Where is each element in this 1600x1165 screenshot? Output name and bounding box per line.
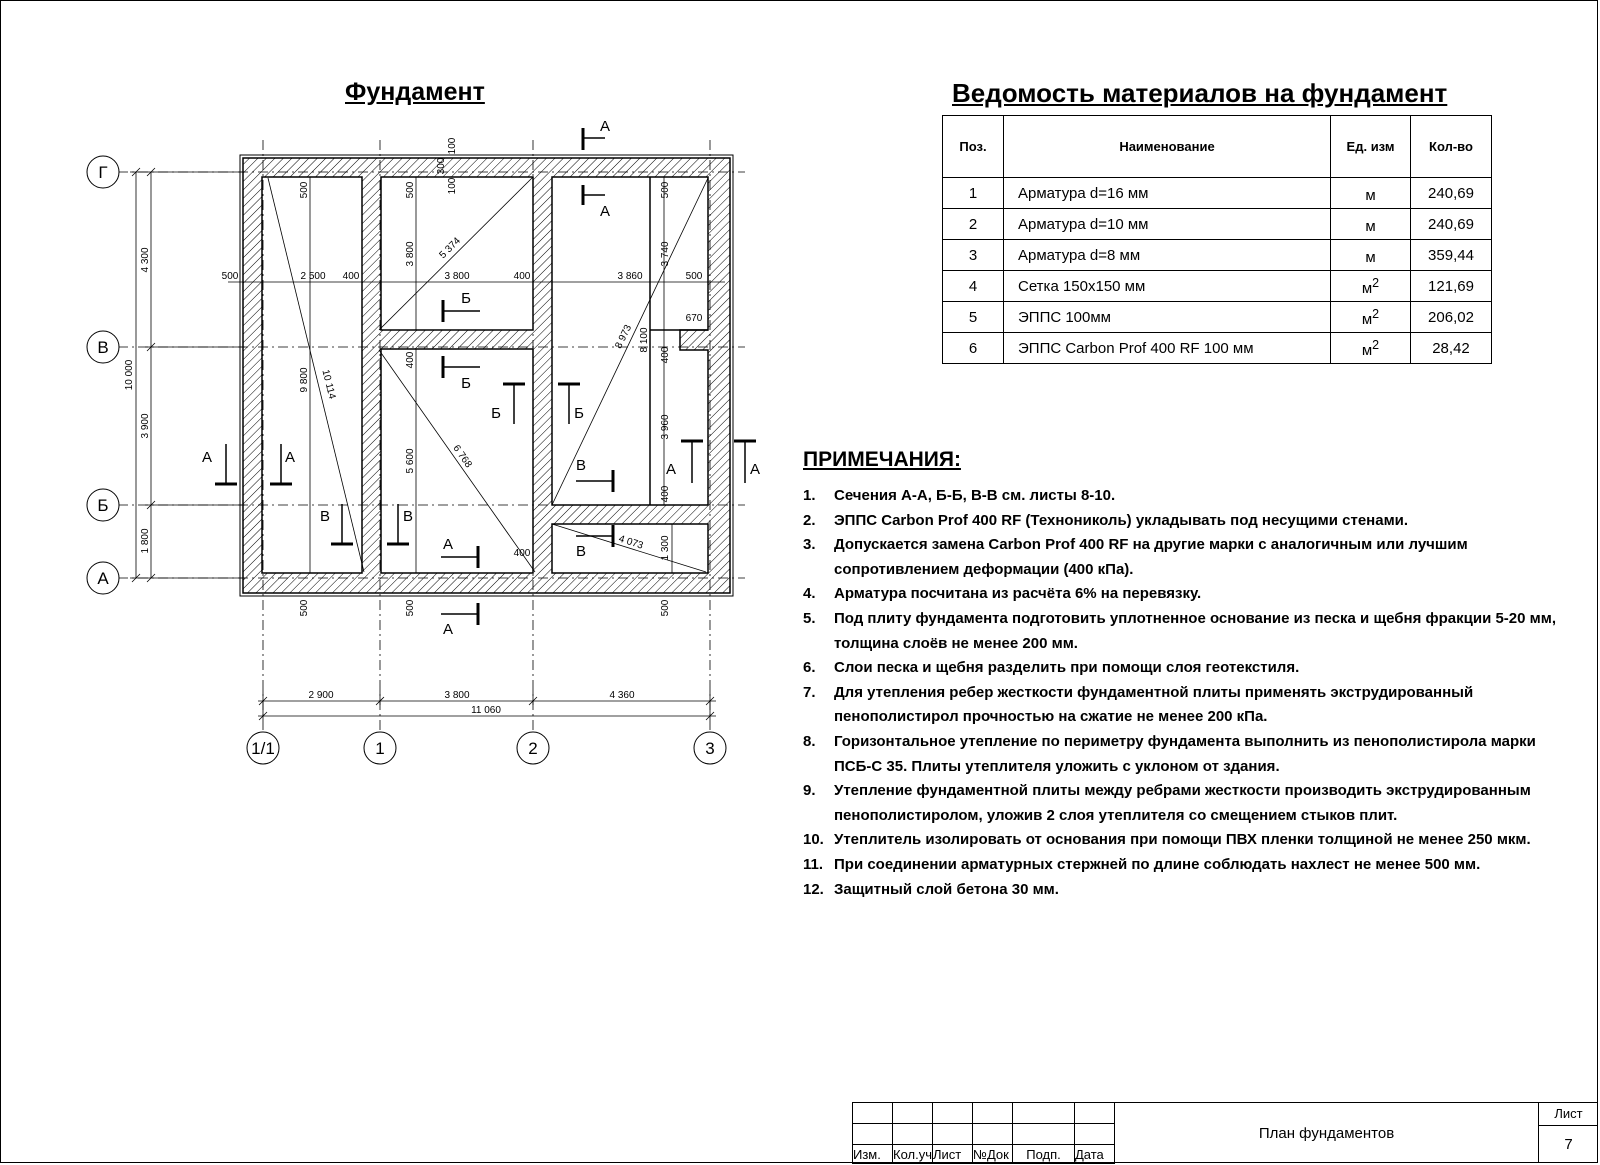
section-label-v-1: В	[319, 508, 331, 525]
note-number: 5.	[803, 609, 816, 627]
sheet-name: План фундаментов	[1114, 1102, 1538, 1163]
section-label-b-1: Б	[461, 290, 471, 307]
dim-inner-3740: 3 740	[660, 241, 671, 267]
header-unit: Ед. изм	[1331, 116, 1411, 178]
axis-label-1: 1	[375, 739, 385, 758]
outer-outline	[240, 155, 733, 596]
dim-inner-top-2: 500	[405, 181, 416, 199]
note-number: 6.	[803, 659, 816, 677]
revision-table	[852, 1102, 1115, 1164]
note-number: 11.	[803, 855, 824, 873]
dim-inner-4073: 4 073	[617, 533, 645, 552]
grid-lines	[118, 140, 745, 735]
note-number: 4.	[803, 585, 816, 603]
unit-text: м	[1361, 310, 1373, 328]
dim-left-v-b: 3 900	[140, 413, 151, 439]
dim-mid-5: 400	[513, 271, 531, 282]
dim-mid-7: 500	[685, 271, 703, 282]
note-item	[803, 582, 1573, 607]
note-item	[803, 484, 1573, 509]
note-item	[803, 607, 1573, 656]
axis-label-3: 3	[705, 739, 715, 758]
cell-qty: 121,69	[1411, 271, 1492, 302]
dim-inner-10114: 10 114	[319, 368, 338, 401]
note-item	[803, 656, 1573, 681]
dim-left-b-a: 1 800	[140, 528, 151, 554]
note-number: 7.	[803, 683, 816, 701]
unit-text: м	[1365, 186, 1376, 204]
dim-bottom-1: 2 900	[308, 690, 334, 701]
cell-pos: 5	[943, 302, 1004, 333]
note-item	[803, 853, 1573, 878]
note-number: 12.	[803, 880, 824, 898]
dim-inner-1300: 1 300	[660, 535, 671, 561]
sheet-label: Лист	[1539, 1103, 1598, 1126]
note-item	[803, 828, 1573, 853]
dim-inner-3960: 3 960	[660, 414, 671, 440]
cell-qty: 359,44	[1411, 240, 1492, 271]
cell-name: ЭППС Carbon Prof 400 RF 100 мм	[1004, 333, 1331, 364]
unit-text: м	[1361, 341, 1373, 359]
note-text: Под плиту фундамента подготовить уплотненное основание из песка и щебня фракции 5-20 мм, толщина слоёв не менее 200 мм.	[834, 609, 1557, 652]
stamp-kol-uch: Кол.уч	[893, 1146, 932, 1162]
dim-inner-400-b: 400	[660, 346, 671, 364]
axis-label-1-1: 1/1	[251, 739, 275, 758]
dim-left-g-v: 4 300	[140, 247, 151, 273]
dim-left-total: 10 000	[124, 359, 135, 391]
dim-inner-9800: 9 800	[299, 367, 310, 393]
note-item	[803, 730, 1573, 779]
stamp-izm: Изм.	[853, 1145, 893, 1164]
note-number: 9.	[803, 782, 816, 800]
unit-sup: 2	[1372, 337, 1380, 352]
dim-mid-3: 400	[342, 271, 360, 282]
section-label-a-7: А	[442, 536, 454, 553]
section-label-v-3: В	[575, 457, 587, 474]
note-text: Защитный слой бетона 30 мм.	[834, 880, 1059, 898]
stamp-data: Дата	[1075, 1145, 1115, 1164]
note-text: При соединении арматурных стержней по длине соблюдать нахлест не менее 500 мм.	[834, 855, 1481, 873]
axis-label-g: Г	[98, 163, 108, 182]
note-item	[803, 509, 1573, 534]
section-label-b-3: Б	[491, 405, 501, 422]
dim-mid-4: 3 800	[444, 271, 470, 282]
note-text: Арматура посчитана из расчёта 6% на перевязку.	[834, 585, 1202, 603]
dim-inner-400-d: 400	[513, 548, 531, 559]
dim-mid-1: 500	[221, 271, 239, 282]
header-pos: Поз.	[943, 116, 1004, 178]
dim-inner-100-b: 100	[447, 177, 458, 195]
cell-qty: 28,42	[1411, 333, 1492, 364]
cell-unit	[1331, 178, 1411, 209]
dim-inner-5600: 5 600	[405, 448, 416, 474]
note-text: ЭППС Carbon Prof 400 RF (Технониколь) укладывать под несущими стенами.	[834, 511, 1409, 529]
dim-inner-400-c: 400	[660, 485, 671, 503]
dim-inner-8973: 8 973	[613, 323, 635, 351]
dim-inner-bottom-1: 500	[299, 599, 310, 617]
foundation-plan	[0, 0, 760, 770]
note-text: Утепление фундаментной плиты между ребрами жесткости производить экструдированным пенополистиролом, уложив 2 слоя утеплителя со смещением стыков плит.	[834, 782, 1531, 824]
note-text: Для утепления ребер жесткости фундаментной плиты применять экструдированный пенополистирол прочностью на сжатие не менее 200 кПа.	[834, 683, 1474, 726]
section-label-a-6: А	[749, 461, 760, 478]
unit-text: м	[1365, 248, 1376, 266]
axis-label-b: Б	[97, 496, 109, 515]
note-item	[803, 779, 1573, 828]
cell-name: Сетка 150х150 мм	[1004, 271, 1331, 302]
cell-unit	[1331, 209, 1411, 240]
dim-bottom-total: 11 060	[471, 705, 501, 716]
section-label-b-2: Б	[461, 375, 471, 392]
note-number: 1.	[803, 487, 816, 504]
note-number: 2.	[803, 511, 816, 529]
dim-bottom-2: 3 800	[444, 690, 470, 701]
cell-qty: 206,02	[1411, 302, 1492, 333]
unit-text: м	[1365, 217, 1376, 235]
cell-name: Арматура d=10 мм	[1004, 209, 1331, 240]
sheet-number: 7	[1564, 1136, 1573, 1153]
cell-pos: 3	[943, 240, 1004, 271]
table-row	[943, 333, 1492, 364]
plan-title: Фундамент	[345, 78, 485, 106]
stamp-podp: Подп.	[1013, 1145, 1075, 1164]
table-row	[943, 271, 1492, 302]
cell-pos: 1	[943, 178, 1004, 209]
table-row	[943, 302, 1492, 333]
cell-pos: 2	[943, 209, 1004, 240]
unit-text: м	[1361, 279, 1373, 297]
note-item	[803, 878, 1573, 903]
cell-name: Арматура d=16 мм	[1004, 178, 1331, 209]
section-label-a-5: А	[665, 461, 677, 478]
note-text: Утеплитель изолировать от основания при помощи ПВХ пленки толщиной не менее 250 мкм.	[834, 831, 1531, 849]
note-text: Горизонтальное утепление по периметру фундамента выполнить из пенополистирола марки ПСБ-С 35. Плиты утеплителя уложить с уклоном от здания.	[834, 732, 1536, 775]
dim-inner-bottom-3: 500	[660, 599, 671, 617]
dim-inner-6768: 6 768	[450, 443, 474, 470]
section-label-a-3: А	[201, 449, 213, 466]
unit-sup: 2	[1372, 275, 1380, 290]
cell-qty: 240,69	[1411, 178, 1492, 209]
cell-name: Арматура d=8 мм	[1004, 240, 1331, 271]
note-text: Допускается замена Carbon Prof 400 RF на другие марки с аналогичным или лучшим сопротивлением деформации (400 кПа).	[834, 536, 1468, 578]
section-label-a-8: А	[442, 621, 454, 638]
cell-unit	[1331, 302, 1411, 333]
note-number: 3.	[803, 536, 816, 554]
section-markers	[215, 128, 756, 625]
stamp-ndok: №Док	[973, 1145, 1013, 1164]
section-label-a-1: А	[599, 118, 611, 135]
dim-inner-bottom-2: 500	[405, 599, 416, 617]
note-item	[803, 681, 1573, 730]
stamp-list: Лист	[933, 1145, 973, 1164]
dim-mid-6: 3 860	[617, 271, 643, 282]
note-number: 10.	[803, 831, 824, 849]
note-number: 8.	[803, 732, 816, 750]
notes-title: ПРИМЕЧАНИЯ:	[803, 448, 961, 471]
axis-label-2: 2	[528, 739, 538, 758]
cell-pos: 4	[943, 271, 1004, 302]
sheet-number-box	[1538, 1102, 1598, 1163]
table-row	[943, 209, 1492, 240]
cell-unit	[1331, 240, 1411, 271]
cell-name: ЭППС 100мм	[1004, 302, 1331, 333]
dim-inner-8100: 8 100	[639, 327, 650, 353]
note-text: Сечения А-А, Б-Б, В-В см. листы 8-10.	[834, 487, 1116, 504]
materials-title: Ведомость материалов на фундамент	[952, 78, 1448, 108]
cell-unit	[1331, 333, 1411, 364]
header-name: Наименование	[1004, 116, 1331, 178]
dim-inner-300: 300	[436, 157, 447, 175]
cell-unit	[1331, 271, 1411, 302]
header-qty: Кол-во	[1411, 116, 1492, 178]
section-label-v-4: В	[575, 543, 587, 560]
title-block	[852, 1102, 1598, 1163]
materials-table	[942, 115, 1492, 364]
section-label-a-2: А	[599, 203, 611, 220]
axis-label-a: А	[97, 569, 109, 588]
dim-bottom-3: 4 360	[609, 690, 635, 701]
left-dimension-lines	[130, 168, 245, 582]
dim-inner-100-a: 100	[447, 137, 458, 155]
dim-inner-5374: 5 374	[437, 235, 463, 261]
dim-inner-3800: 3 800	[405, 241, 416, 267]
dim-mid-2: 2 500	[300, 271, 326, 282]
unit-sup: 2	[1372, 306, 1380, 321]
dim-inner-top-3: 500	[660, 181, 671, 199]
notes-section	[803, 448, 1573, 902]
table-row	[943, 178, 1492, 209]
section-label-v-2: В	[402, 508, 414, 525]
note-text: Слои песка и щебня разделить при помощи слоя геотекстиля.	[834, 659, 1300, 677]
table-row	[943, 240, 1492, 271]
section-label-b-4: Б	[574, 405, 584, 422]
note-item	[803, 533, 1573, 582]
cell-qty: 240,69	[1411, 209, 1492, 240]
cell-pos: 6	[943, 333, 1004, 364]
dim-inner-400-a: 400	[405, 351, 416, 369]
dim-inner-top-1: 500	[299, 181, 310, 199]
dim-inner-670: 670	[685, 313, 703, 324]
materials-header-row	[943, 116, 1492, 178]
axis-label-v: В	[97, 338, 109, 357]
section-label-a-4: А	[284, 449, 296, 466]
